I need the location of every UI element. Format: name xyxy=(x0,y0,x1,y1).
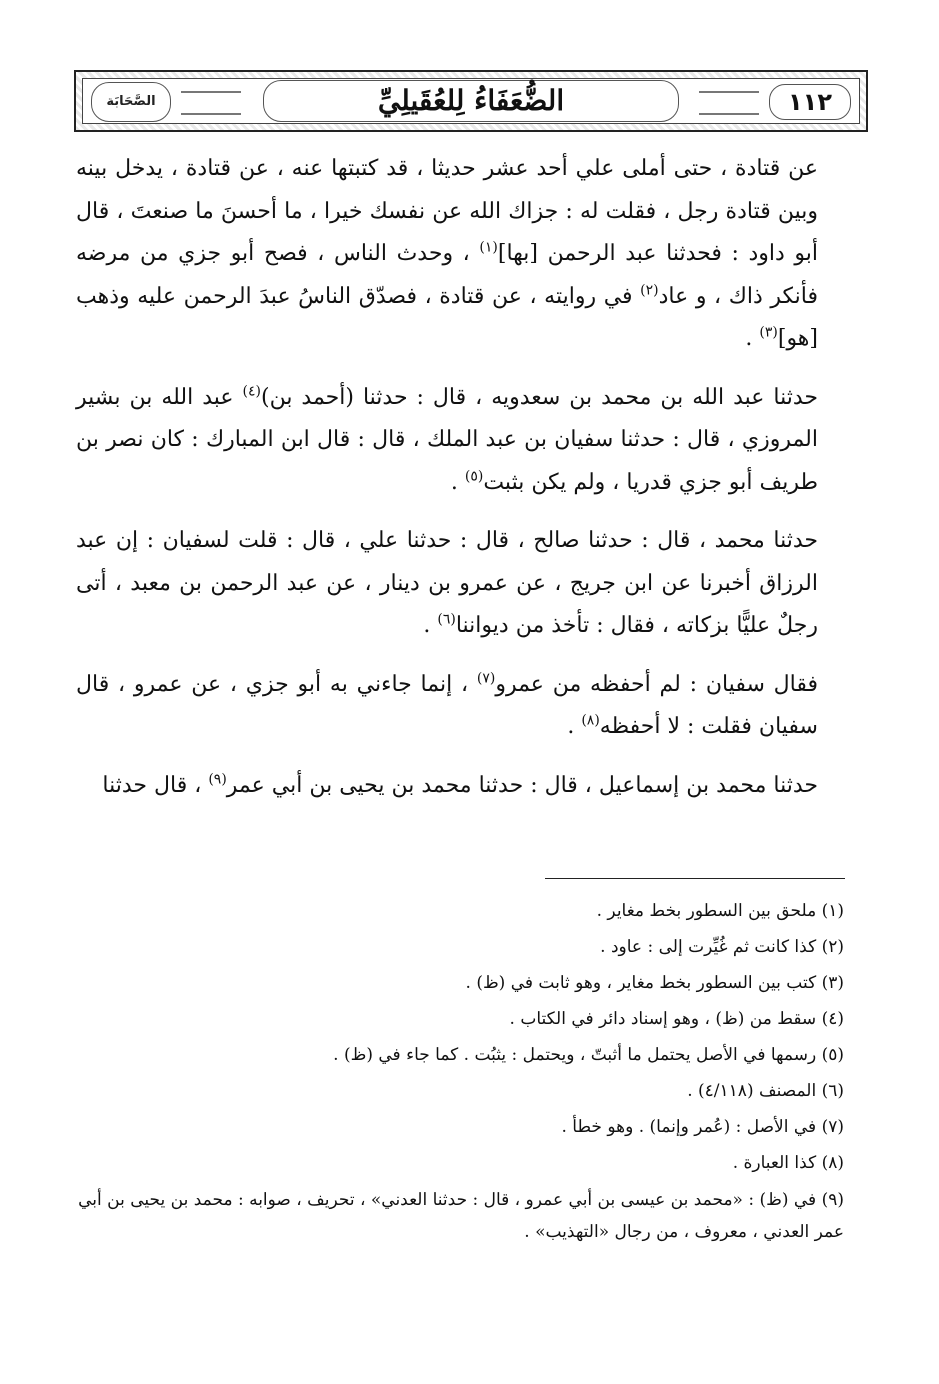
footnote-1: (١) ملحق بين السطور بخط مغاير . xyxy=(596,901,844,921)
footnote-ref: (٥) xyxy=(464,468,484,485)
footnote-separator xyxy=(545,878,845,879)
paragraph-text: . xyxy=(745,326,760,351)
paragraph-text: ، قال حدثنا xyxy=(102,772,209,798)
footnote-ref: (٩) xyxy=(208,771,227,788)
footnote-6: (٦) المصنف (٤/١١٨) . xyxy=(687,1081,844,1101)
footnote-4: (٤) سقط من (ظ) ، وهو إسناد دائر في الكتاب . xyxy=(509,1009,844,1029)
header-ornament-right xyxy=(699,91,759,115)
paragraph-text: حدثنا محمد ، قال : حدثنا صالح ، قال : حدثنا علي ، قال : قلت لسفيان : إن عبد الرزاق أخبرنا عن ابن جريج ، عن عمرو بن دينار ، عن عبد الرحمن بن معبد ، أتى رجلٌ عليًّا بزكاته ، فقال : تأخذ من ديواننا xyxy=(76,528,818,638)
footnote-ref: (١) xyxy=(479,239,498,256)
paragraph-text: . xyxy=(567,714,582,739)
footnote-ref: (٤) xyxy=(242,383,261,400)
paragraph-2 xyxy=(76,377,818,505)
footnote-ref: (٧) xyxy=(476,670,496,687)
paragraph-5 xyxy=(76,765,818,808)
footnote-ref: (٨) xyxy=(581,712,600,729)
paragraph-text: فقال سفيان : لم أحفظه من عمرو xyxy=(495,671,819,697)
main-text xyxy=(76,148,818,823)
paragraph-text: ، وحدث الناس ، فصح أبو جزي من مرضه فأنكر ذاك ، و عاد xyxy=(76,241,818,309)
paragraph-text: حدثنا محمد بن إسماعيل ، قال : حدثنا محمد بن يحيى بن أبي عمر xyxy=(226,772,818,798)
publisher-emblem: الصَّحَابَة xyxy=(91,82,171,122)
page-header xyxy=(74,70,868,132)
paragraph-text: عن قتادة ، حتى أملى علي أحد عشر حديثا ، قد كتبتها عنه ، عن قتادة ، يدخل بينه وبين قتادة رجل ، فقلت له : جزاك الله عن نفسك خيرا ، ما أحسنَ ما صنعتَ ، قال أبو داود : فحدثنا عبد الرحمن [بها] xyxy=(76,156,819,266)
paragraph-4 xyxy=(76,664,818,749)
paragraph-1 xyxy=(76,148,818,361)
footnote-ref: (٢) xyxy=(640,282,659,299)
footnote-ref: (٦) xyxy=(437,611,456,628)
header-frame xyxy=(82,78,860,124)
footnote-2: (٢) كذا كانت ثم غُيِّرت إلى : عاود . xyxy=(600,937,844,957)
paragraph-text: . xyxy=(423,613,438,638)
footnote-5: (٥) رسمها في الأصل يحتمل ما أثبتّ ، ويحتمل : يثبُت . كما جاء في (ظ) . xyxy=(333,1045,844,1065)
book-title: الضُّعَفَاءُ لِلعُقَيلِيِّ xyxy=(263,80,679,122)
paragraph-text: في روايته ، عن قتادة ، فصدّق الناسُ عبدَ الرحمن عليه وذهب [هو] xyxy=(76,283,818,351)
header-ornament-left xyxy=(181,91,241,115)
paragraph-text: حدثنا عبد الله بن محمد بن سعدويه ، قال : حدثنا (أحمد بن) xyxy=(260,384,818,410)
paragraph-text: عبد الله بن بشير المروزي ، قال : حدثنا سفيان بن عبد الملك ، قال : قال ابن المبارك : كان نصر بن طريف أبو جزي قدريا ، ولم يكن بثبت xyxy=(76,384,818,495)
paragraph-text: ، إنما جاءني به أبو جزي ، عن عمرو ، قال سفيان فقلت : لا أحفظه xyxy=(76,671,818,739)
paragraph-text: . xyxy=(450,469,465,495)
footnote-8: (٨) كذا العبارة . xyxy=(732,1153,844,1173)
footnote-3: (٣) كتب بين السطور بخط مغاير ، وهو ثابت في (ظ) . xyxy=(465,973,844,993)
footnote-7: (٧) في الأصل : (عُمر وإنما) . وهو خطأ . xyxy=(561,1117,844,1137)
footnote-ref: (٣) xyxy=(759,324,778,341)
footnotes xyxy=(76,896,844,1253)
page-number: ١١٢ xyxy=(769,84,851,120)
paragraph-3 xyxy=(76,520,818,648)
footnote-9: (٩) في (ظ) : «محمد بن عيسى بن أبي عمرو ، قال : حدثنا العدني» ، تحريف ، صوابه : محمد بن يحيى بن أبي عمر العدني ، معروف ، من رجال «التهذيب» . xyxy=(78,1190,844,1242)
